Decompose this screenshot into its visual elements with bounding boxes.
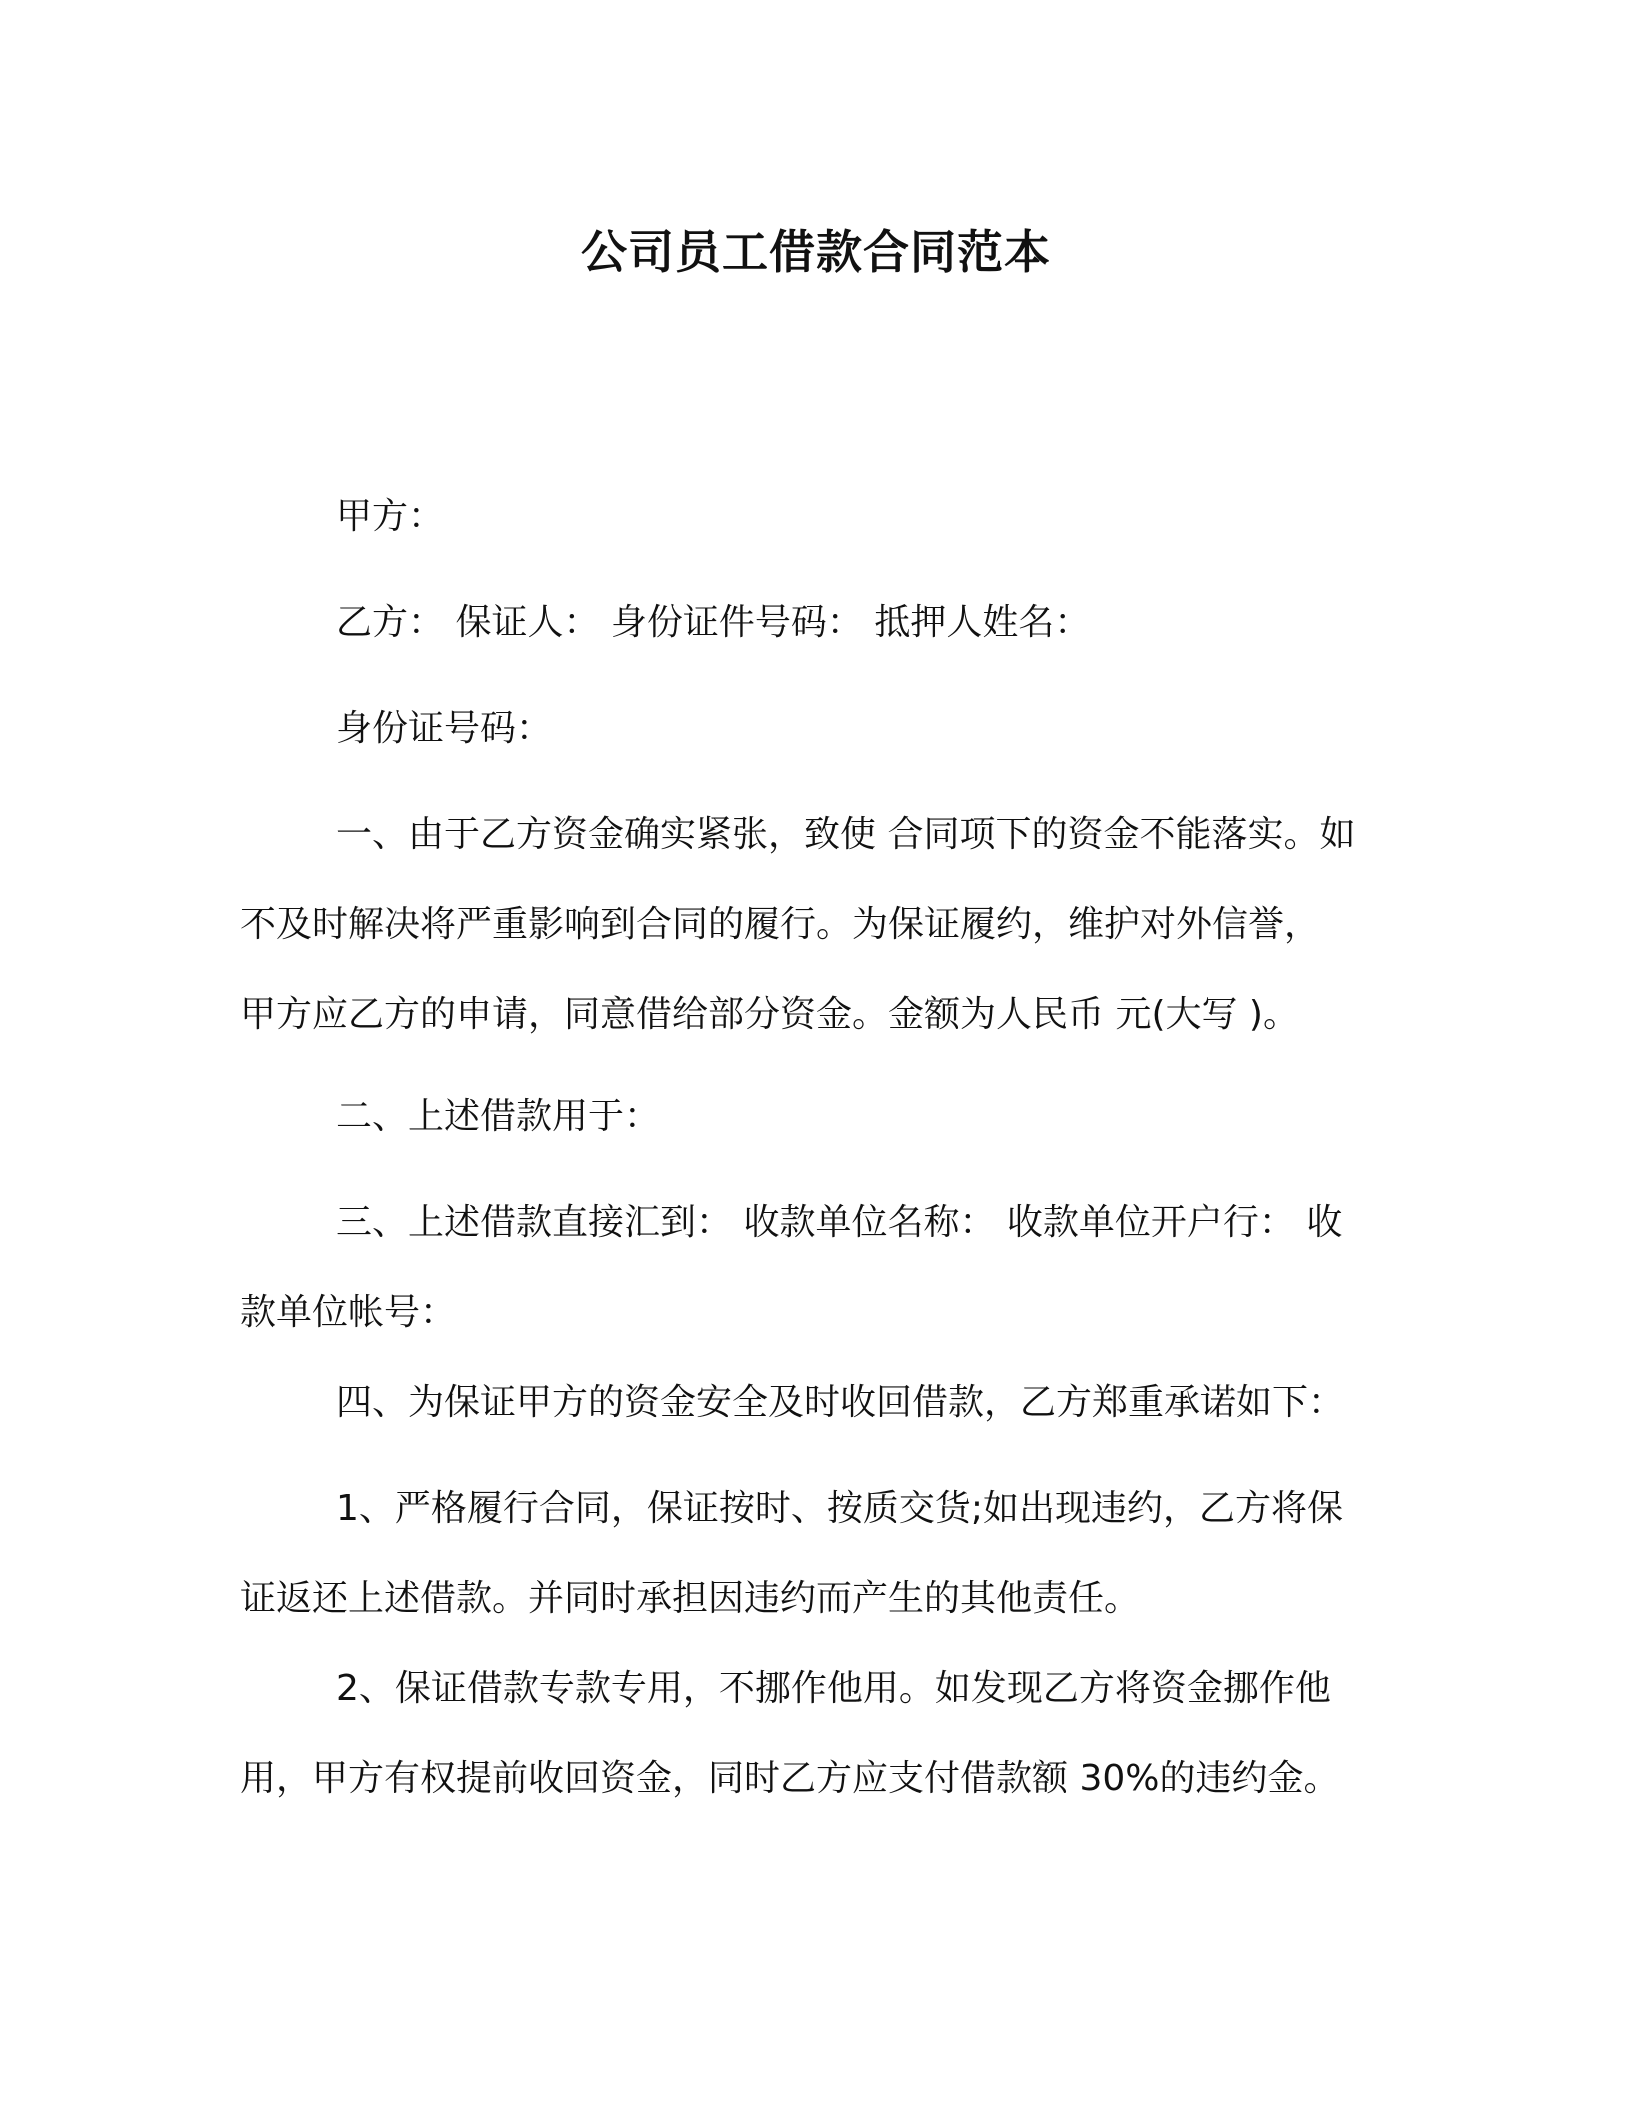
- text-line: 二、上述借款用于：: [336, 1096, 661, 1137]
- text-line: 款单位帐号：: [240, 1292, 457, 1333]
- text-line: 身份证号码：: [336, 708, 553, 749]
- commitment-1: [240, 1464, 1390, 1644]
- text-line: 不及时解决将严重影响到合同的履行。为保证履约，维护对外信誉，: [240, 904, 1321, 945]
- party-a-line: [240, 472, 1390, 562]
- document-title: 公司员工借款合同范本: [581, 225, 1051, 279]
- party-b-line: [240, 578, 1390, 668]
- text-line: 证返还上述借款。并同时承担因违约而产生的其他责任。: [240, 1578, 1141, 1619]
- clause-3: [240, 1178, 1390, 1358]
- text-line: 乙方： 保证人： 身份证件号码： 抵押人姓名：: [336, 602, 1091, 643]
- text-line: 甲方应乙方的申请，同意借给部分资金。金额为人民币 元(大写 )。: [240, 994, 1299, 1035]
- text-line: 三、上述借款直接汇到： 收款单位名称： 收款单位开户行： 收: [336, 1202, 1343, 1243]
- commitment-2: [240, 1644, 1390, 1824]
- text-line: 甲方：: [336, 496, 445, 537]
- text-line: 四、为保证甲方的资金安全及时收回借款，乙方郑重承诺如下：: [336, 1382, 1345, 1423]
- text-line: 一、由于乙方资金确实紧张，致使 合同项下的资金不能落实。如: [336, 814, 1356, 855]
- clause-4: [240, 1358, 1390, 1448]
- text-line: 2、保证借款专款专用，不挪作他用。如发现乙方将资金挪作他: [336, 1668, 1331, 1709]
- clause-1: [240, 790, 1390, 1060]
- text-line: 1、严格履行合同，保证按时、按质交货;如出现违约，乙方将保: [336, 1488, 1344, 1529]
- text-line: 用，甲方有权提前收回资金，同时乙方应支付借款额 30%的违约金。: [240, 1758, 1340, 1799]
- id-number-line: [240, 684, 1390, 774]
- clause-2: [240, 1072, 1390, 1162]
